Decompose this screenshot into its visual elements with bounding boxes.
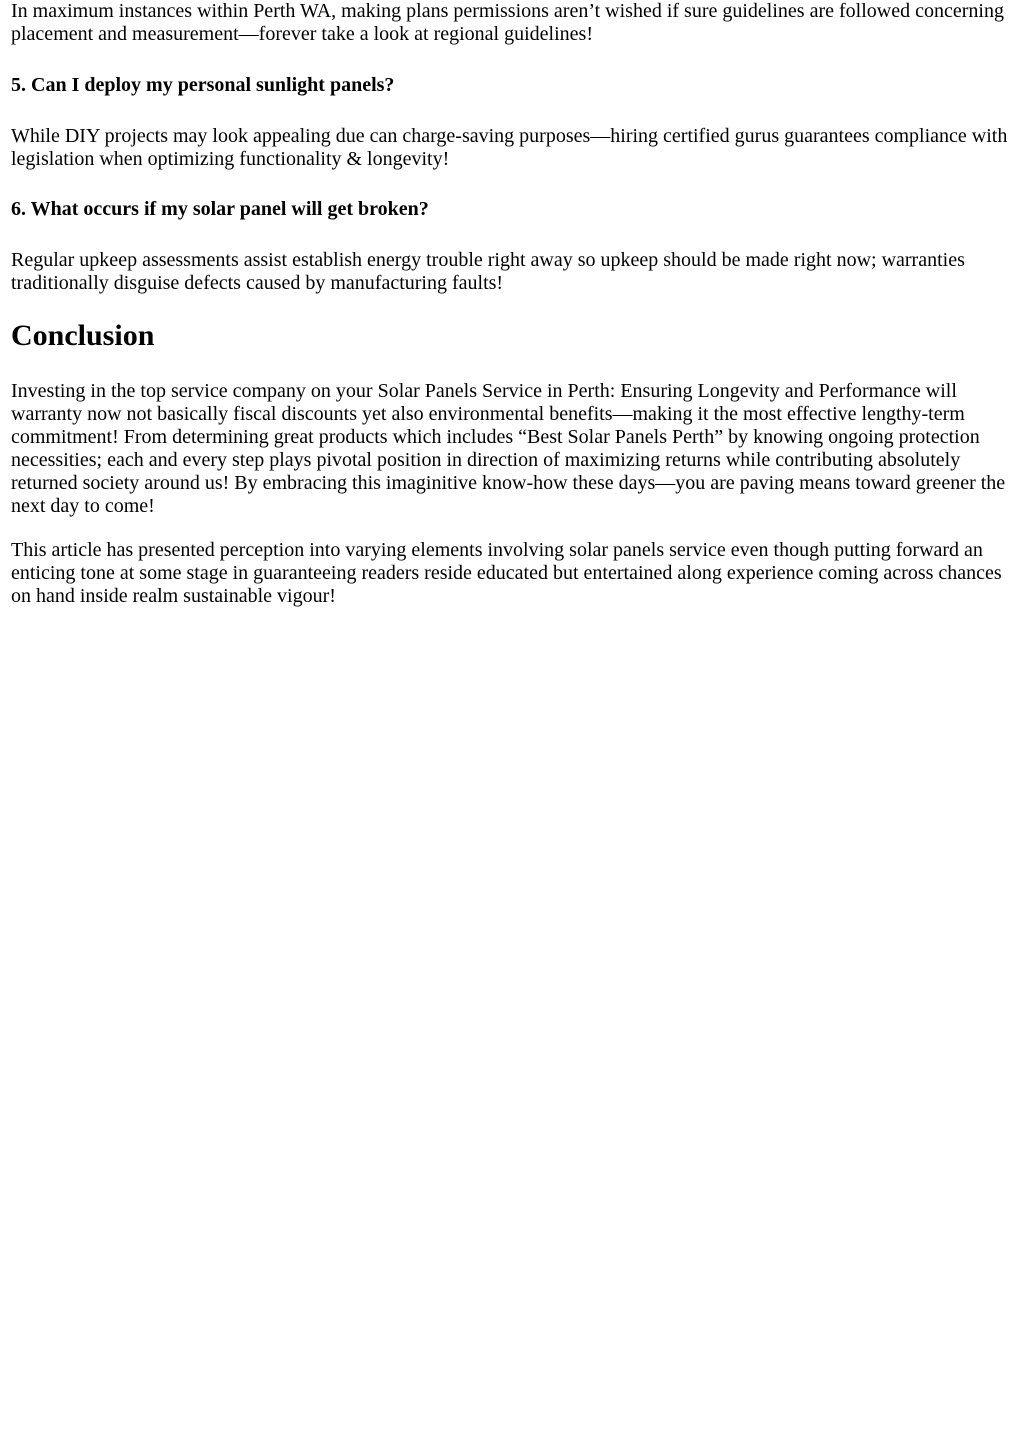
faq-answer-6: Regular upkeep assessments assist establish energy trouble right away so upkeep should be made right now; warranties traditionally disguise defects caused by manufacturing faults!: [11, 249, 965, 294]
conclusion-paragraph-2: This article has presented perception into varying elements involving solar panels service even though putting forward an enticing tone at some stage in guaranteeing readers reside educated but entertained along experience coming across chances on hand inside realm sustainable vigour!: [11, 539, 1002, 607]
intro-paragraph: In maximum instances within Perth WA, making plans permissions aren’t wished if sure guidelines are followed concerning placement and measurement—forever take a look at regional guidelines!: [11, 0, 1004, 45]
faq-answer-5: While DIY projects may look appealing due can charge-saving purposes—hiring certified gurus guarantees compliance with legislation when optimizing functionality & longevity!: [11, 125, 1008, 170]
faq-question-6: 6. What occurs if my solar panel will get broken?: [11, 198, 429, 220]
conclusion-paragraph-1: Investing in the top service company on your Solar Panels Service in Perth: Ensuring Longevity and Performance will warranty now not basically fiscal discounts yet also environmental benefits—making it the most effective lengthy-term commitment! From determining great products which includes “Best Solar Panels Perth” by knowing ongoing protection necessities; each and every step plays pivotal position in direction of maximizing returns while contributing absolutely returned society around us! By embracing this imaginitive know-how these days—you are paving means toward greener the next day to come!: [11, 380, 1006, 517]
conclusion-heading: Conclusion: [11, 319, 155, 352]
faq-question-5: 5. Can I deploy my personal sunlight panels?: [11, 74, 395, 96]
